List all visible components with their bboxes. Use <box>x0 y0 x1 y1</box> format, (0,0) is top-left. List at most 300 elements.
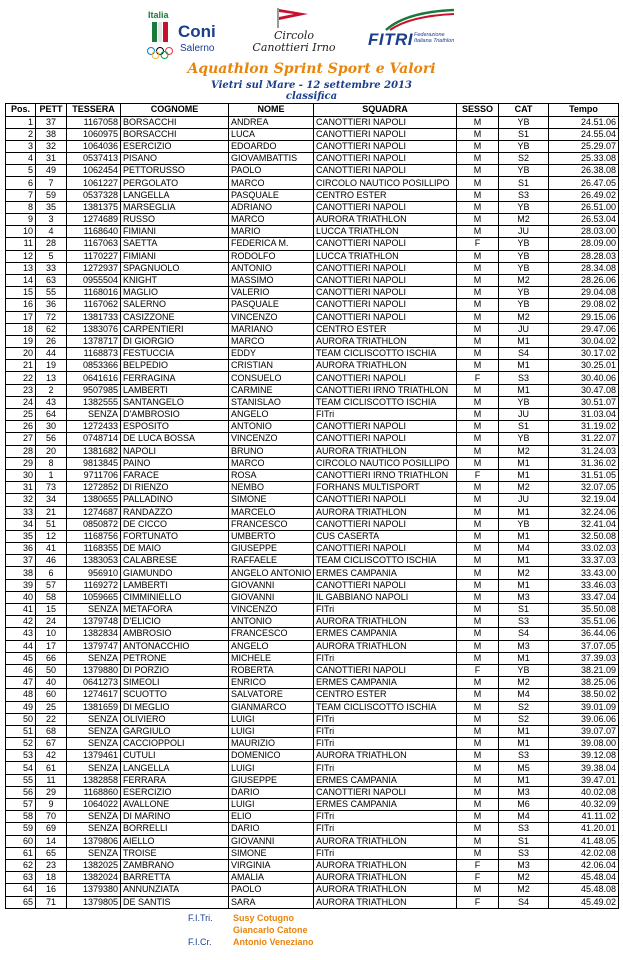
col-sesso: SESSO <box>457 104 499 117</box>
table-row <box>6 433 619 445</box>
cell-pett: 19 <box>36 360 67 372</box>
cell-pett: 12 <box>36 530 67 542</box>
cell-tempo: 45.48.08 <box>549 884 619 896</box>
cell-cognome: BARRETTA <box>121 872 229 884</box>
cell-squadra: CANOTTIERI NAPOLI <box>314 421 457 433</box>
cell-cat: M2 <box>499 567 549 579</box>
cell-sesso: M <box>457 750 499 762</box>
cell-pos: 24 <box>6 396 36 408</box>
cell-cognome: DI PORZIO <box>121 664 229 676</box>
cell-nome: SIMONE <box>229 847 314 859</box>
cell-pett: 35 <box>36 201 67 213</box>
cell-pos: 6 <box>6 177 36 189</box>
fitri-label: F.I.Tri. <box>188 913 213 923</box>
cell-tempo: 26.47.05 <box>549 177 619 189</box>
table-row <box>6 762 619 774</box>
cell-pett: 64 <box>36 409 67 421</box>
cell-cat: M4 <box>499 811 549 823</box>
cell-cognome: SALERNO <box>121 299 229 311</box>
cell-nome: UMBERTO <box>229 530 314 542</box>
cell-squadra: AURORA TRIATHLON <box>314 335 457 347</box>
cell-sesso: M <box>457 250 499 262</box>
cell-cognome: DI MARINO <box>121 811 229 823</box>
cell-cat: S3 <box>499 847 549 859</box>
cell-pos: 32 <box>6 494 36 506</box>
cell-pett: 8 <box>36 457 67 469</box>
cell-nome: EDDY <box>229 348 314 360</box>
cell-tempo: 33.43.00 <box>549 567 619 579</box>
table-row <box>6 506 619 518</box>
cell-pett: 43 <box>36 396 67 408</box>
cell-squadra: CANOTTIERI NAPOLI <box>314 518 457 530</box>
cell-pett: 55 <box>36 287 67 299</box>
cell-squadra: ERMES CAMPANIA <box>314 628 457 640</box>
cell-cognome: TROISE <box>121 847 229 859</box>
table-row <box>6 201 619 213</box>
table-row <box>6 238 619 250</box>
cell-pos: 10 <box>6 226 36 238</box>
cell-squadra: FITri <box>314 738 457 750</box>
cell-pos: 45 <box>6 652 36 664</box>
col-tessera: TESSERA <box>67 104 121 117</box>
cell-squadra: CANOTTIERI NAPOLI <box>314 116 457 128</box>
cell-cognome: KNIGHT <box>121 274 229 286</box>
cell-cat: M2 <box>499 482 549 494</box>
cell-tessera: 1168355 <box>67 543 121 555</box>
cell-tempo: 30.25.01 <box>549 360 619 372</box>
cell-cat: S1 <box>499 604 549 616</box>
ranking-label: classifica <box>285 91 338 102</box>
cell-tempo: 32.19.04 <box>549 494 619 506</box>
cell-pos: 18 <box>6 323 36 335</box>
cell-pos: 37 <box>6 555 36 567</box>
cell-pos: 11 <box>6 238 36 250</box>
cell-pett: 25 <box>36 701 67 713</box>
cell-cat: S3 <box>499 823 549 835</box>
cell-pos: 55 <box>6 774 36 786</box>
cell-tessera: 1379461 <box>67 750 121 762</box>
cell-nome: ELIO <box>229 811 314 823</box>
cell-squadra: AURORA TRIATHLON <box>314 640 457 652</box>
cell-pett: 29 <box>36 786 67 798</box>
table-row <box>6 604 619 616</box>
cell-cat: YB <box>499 262 549 274</box>
cell-sesso: M <box>457 214 499 226</box>
cell-tempo: 24.55.04 <box>549 128 619 140</box>
cell-sesso: M <box>457 153 499 165</box>
cell-cat: YB <box>499 140 549 152</box>
col-pos: Pos. <box>6 104 36 117</box>
cell-cognome: CALABRESE <box>121 555 229 567</box>
cell-tessera: 9507985 <box>67 384 121 396</box>
cell-pett: 57 <box>36 579 67 591</box>
cell-nome: GIOVAMBATTIS <box>229 153 314 165</box>
cell-tempo: 39.01.09 <box>549 701 619 713</box>
cell-tempo: 33.37.03 <box>549 555 619 567</box>
cell-tempo: 31.24.03 <box>549 445 619 457</box>
cell-tessera: 1274617 <box>67 689 121 701</box>
cell-pos: 28 <box>6 445 36 457</box>
circolo-text <box>244 30 344 54</box>
cell-tempo: 38.50.02 <box>549 689 619 701</box>
coni-country-text: Italia <box>148 10 169 20</box>
cell-cat: M1 <box>499 652 549 664</box>
cell-cat: S1 <box>499 177 549 189</box>
cell-pos: 39 <box>6 579 36 591</box>
cell-cognome: PALLADINO <box>121 494 229 506</box>
cell-tempo: 37.39.03 <box>549 652 619 664</box>
cell-squadra: CENTRO ESTER <box>314 323 457 335</box>
cell-cat: M1 <box>499 725 549 737</box>
cell-sesso: M <box>457 201 499 213</box>
pennant-flag-icon <box>274 6 314 30</box>
table-row <box>6 165 619 177</box>
cell-tessera: 0853366 <box>67 360 121 372</box>
cell-tempo: 41.48.05 <box>549 835 619 847</box>
swoosh-icon <box>366 8 456 32</box>
cell-sesso: M <box>457 262 499 274</box>
coni-logo <box>143 8 233 60</box>
cell-squadra: ERMES CAMPANIA <box>314 774 457 786</box>
cell-nome: ANGELO ANTONIO <box>229 567 314 579</box>
cell-nome: ANTONIO <box>229 262 314 274</box>
cell-cognome: BORRELLI <box>121 823 229 835</box>
table-row <box>6 835 619 847</box>
cell-sesso: M <box>457 128 499 140</box>
cell-nome: AMALIA <box>229 872 314 884</box>
cell-pett: 58 <box>36 591 67 603</box>
cell-squadra: CANOTTIERI NAPOLI <box>314 201 457 213</box>
cell-tessera: SENZA <box>67 811 121 823</box>
cell-cat: S3 <box>499 189 549 201</box>
table-header-row <box>6 104 619 117</box>
cell-nome: ANTONIO <box>229 616 314 628</box>
table-row <box>6 725 619 737</box>
cell-pos: 54 <box>6 762 36 774</box>
cell-nome: FRANCESCO <box>229 518 314 530</box>
cell-cat: S2 <box>499 713 549 725</box>
cell-pos: 34 <box>6 518 36 530</box>
cell-cat: S4 <box>499 896 549 908</box>
cell-cat: M1 <box>499 384 549 396</box>
cell-cognome: SIMEOLI <box>121 677 229 689</box>
cell-nome: ANGELO <box>229 640 314 652</box>
cell-nome: ROSA <box>229 469 314 481</box>
cell-pett: 44 <box>36 348 67 360</box>
cell-squadra: FITri <box>314 652 457 664</box>
table-row <box>6 299 619 311</box>
cell-cat: JU <box>499 494 549 506</box>
table-row <box>6 896 619 908</box>
cell-tempo: 28.34.08 <box>549 262 619 274</box>
cell-pos: 15 <box>6 287 36 299</box>
cell-cognome: ESPOSITO <box>121 421 229 433</box>
cell-pett: 9 <box>36 799 67 811</box>
cell-cognome: GIAMUNDO <box>121 567 229 579</box>
table-row <box>6 372 619 384</box>
cell-sesso: M <box>457 348 499 360</box>
cell-sesso: M <box>457 713 499 725</box>
cell-squadra: AURORA TRIATHLON <box>314 859 457 871</box>
cell-cat: M6 <box>499 799 549 811</box>
cell-nome: MARCELO <box>229 506 314 518</box>
cell-cat: YB <box>499 433 549 445</box>
page-footer <box>0 913 623 960</box>
cell-sesso: M <box>457 640 499 652</box>
table-row <box>6 457 619 469</box>
cell-tessera: SENZA <box>67 823 121 835</box>
cell-cognome: SPAGNUOLO <box>121 262 229 274</box>
cell-tessera: 1169272 <box>67 579 121 591</box>
cell-sesso: M <box>457 579 499 591</box>
cell-cognome: RANDAZZO <box>121 506 229 518</box>
cell-tessera: 0641273 <box>67 677 121 689</box>
table-row <box>6 567 619 579</box>
cell-pos: 26 <box>6 421 36 433</box>
cell-pett: 11 <box>36 774 67 786</box>
cell-tessera: 1168016 <box>67 287 121 299</box>
cell-cognome: METAFORA <box>121 604 229 616</box>
official-name-2: Giancarlo Catone <box>233 925 308 935</box>
cell-pos: 64 <box>6 884 36 896</box>
table-row <box>6 616 619 628</box>
cell-pos: 29 <box>6 457 36 469</box>
cell-sesso: M <box>457 299 499 311</box>
cell-pett: 46 <box>36 555 67 567</box>
cell-tessera: 0955504 <box>67 274 121 286</box>
cell-pos: 61 <box>6 847 36 859</box>
cell-cognome: SANTANGELO <box>121 396 229 408</box>
cell-nome: RAFFAELE <box>229 555 314 567</box>
table-row <box>6 311 619 323</box>
cell-pos: 5 <box>6 165 36 177</box>
cell-tessera: 1378717 <box>67 335 121 347</box>
cell-nome: MARCO <box>229 457 314 469</box>
cell-pett: 38 <box>36 128 67 140</box>
cell-pett: 36 <box>36 299 67 311</box>
cell-sesso: M <box>457 287 499 299</box>
cell-cognome: OLIVIERO <box>121 713 229 725</box>
cell-tessera: 1168860 <box>67 786 121 798</box>
cell-sesso: M <box>457 140 499 152</box>
col-tempo: Tempo <box>549 104 619 117</box>
table-row <box>6 128 619 140</box>
cell-cognome: DE LUCA BOSSA <box>121 433 229 445</box>
cell-nome: GIOVANNI <box>229 835 314 847</box>
table-row <box>6 664 619 676</box>
cell-cognome: DE CICCO <box>121 518 229 530</box>
cell-pos: 51 <box>6 725 36 737</box>
coni-flag-icon <box>150 20 170 44</box>
cell-tempo: 26.53.04 <box>549 214 619 226</box>
cell-cat: M4 <box>499 689 549 701</box>
table-row <box>6 153 619 165</box>
cell-cat: YB <box>499 287 549 299</box>
cell-pett: 5 <box>36 250 67 262</box>
table-row <box>6 811 619 823</box>
cell-pos: 7 <box>6 189 36 201</box>
table-row <box>6 140 619 152</box>
cell-pett: 40 <box>36 677 67 689</box>
cell-nome: LUIGI <box>229 762 314 774</box>
cell-cat: YB <box>499 518 549 530</box>
table-row <box>6 543 619 555</box>
cell-tessera: 1168873 <box>67 348 121 360</box>
cell-squadra: CANOTTIERI NAPOLI <box>314 153 457 165</box>
cell-cognome: GARGIULO <box>121 725 229 737</box>
cell-cognome: MAGLIO <box>121 287 229 299</box>
cell-pos: 41 <box>6 604 36 616</box>
cell-squadra: CANOTTIERI NAPOLI <box>314 274 457 286</box>
cell-sesso: M <box>457 799 499 811</box>
cell-cognome: LANGELLA <box>121 762 229 774</box>
fitri-logo <box>366 8 486 48</box>
table-row <box>6 469 619 481</box>
cell-pos: 20 <box>6 348 36 360</box>
page-header <box>0 0 623 100</box>
cell-cognome: ANTONACCHIO <box>121 640 229 652</box>
cell-nome: PASQUALE <box>229 299 314 311</box>
table-row <box>6 226 619 238</box>
cell-pett: 67 <box>36 738 67 750</box>
cell-cat: M1 <box>499 469 549 481</box>
cell-tempo: 29.47.06 <box>549 323 619 335</box>
table-row <box>6 872 619 884</box>
cell-squadra: CANOTTIERI NAPOLI <box>314 372 457 384</box>
cell-tessera: 1167063 <box>67 238 121 250</box>
table-row <box>6 384 619 396</box>
cell-nome: PAOLO <box>229 884 314 896</box>
cell-tempo: 39.47.01 <box>549 774 619 786</box>
cell-tempo: 41.20.01 <box>549 823 619 835</box>
cell-tempo: 33.46.03 <box>549 579 619 591</box>
cell-cognome: RUSSO <box>121 214 229 226</box>
cell-squadra: CIRCOLO NAUTICO POSILLIPO <box>314 457 457 469</box>
cell-squadra: CANOTTIERI NAPOLI <box>314 786 457 798</box>
cell-pos: 44 <box>6 640 36 652</box>
cell-nome: LUIGI <box>229 713 314 725</box>
cell-squadra: CANOTTIERI NAPOLI <box>314 664 457 676</box>
cell-pett: 14 <box>36 835 67 847</box>
cell-squadra: CANOTTIERI NAPOLI <box>314 579 457 591</box>
cell-sesso: M <box>457 323 499 335</box>
cell-tessera: 1383076 <box>67 323 121 335</box>
cell-cognome: LANGELLA <box>121 189 229 201</box>
cell-cognome: PAINO <box>121 457 229 469</box>
cell-tempo: 29.08.02 <box>549 299 619 311</box>
cell-squadra: CANOTTIERI NAPOLI <box>314 140 457 152</box>
cell-squadra: LUCCA TRIATHLON <box>314 226 457 238</box>
table-row <box>6 689 619 701</box>
cell-cognome: BELPEDIO <box>121 360 229 372</box>
cell-pos: 30 <box>6 469 36 481</box>
cell-squadra: IL GABBIANO NAPOLI <box>314 591 457 603</box>
cell-cognome: DI GIORGIO <box>121 335 229 347</box>
cell-tessera: 956910 <box>67 567 121 579</box>
col-nome: NOME <box>229 104 314 117</box>
cell-cat: S4 <box>499 348 549 360</box>
cell-tempo: 33.02.03 <box>549 543 619 555</box>
cell-pos: 58 <box>6 811 36 823</box>
cell-sesso: M <box>457 786 499 798</box>
cell-sesso: M <box>457 165 499 177</box>
cell-pos: 49 <box>6 701 36 713</box>
table-row <box>6 884 619 896</box>
cell-cat: M1 <box>499 506 549 518</box>
cell-cognome: CARPENTIERI <box>121 323 229 335</box>
cell-tessera: 1381659 <box>67 701 121 713</box>
cell-sesso: M <box>457 847 499 859</box>
cell-pos: 12 <box>6 250 36 262</box>
table-row <box>6 421 619 433</box>
cell-cat: S1 <box>499 835 549 847</box>
cell-tessera: 1379747 <box>67 640 121 652</box>
cell-tessera: SENZA <box>67 713 121 725</box>
cell-squadra: CANOTTIERI NAPOLI <box>314 433 457 445</box>
cell-tempo: 35.50.08 <box>549 604 619 616</box>
cell-squadra: CANOTTIERI NAPOLI <box>314 299 457 311</box>
cell-tempo: 28.26.06 <box>549 274 619 286</box>
cell-pos: 52 <box>6 738 36 750</box>
cell-pett: 1 <box>36 469 67 481</box>
cell-pos: 43 <box>6 628 36 640</box>
table-row <box>6 189 619 201</box>
cell-tempo: 31.03.04 <box>549 409 619 421</box>
cell-cat: M3 <box>499 640 549 652</box>
cell-cognome: PETTORUSSO <box>121 165 229 177</box>
cell-squadra: AURORA TRIATHLON <box>314 445 457 457</box>
cell-nome: MAURIZIO <box>229 738 314 750</box>
cell-pos: 48 <box>6 689 36 701</box>
cell-pett: 3 <box>36 214 67 226</box>
cell-tessera: 9813845 <box>67 457 121 469</box>
cell-nome: NEMBO <box>229 482 314 494</box>
cell-tessera: 0641616 <box>67 372 121 384</box>
cell-sesso: M <box>457 384 499 396</box>
cell-sesso: M <box>457 482 499 494</box>
cell-cat: YB <box>499 299 549 311</box>
table-row <box>6 287 619 299</box>
cell-pett: 56 <box>36 433 67 445</box>
cell-squadra: CANOTTIERI NAPOLI <box>314 494 457 506</box>
cell-sesso: F <box>457 872 499 884</box>
cell-tempo: 26.38.08 <box>549 165 619 177</box>
cell-pett: 20 <box>36 445 67 457</box>
cell-pos: 47 <box>6 677 36 689</box>
cell-squadra: ERMES CAMPANIA <box>314 799 457 811</box>
cell-cognome: NAPOLI <box>121 445 229 457</box>
cell-cat: YB <box>499 664 549 676</box>
cell-cognome: AVALLONE <box>121 799 229 811</box>
fitri-sub-text <box>414 32 454 44</box>
table-row <box>6 177 619 189</box>
cell-cat: S3 <box>499 372 549 384</box>
cell-tessera: 1379805 <box>67 896 121 908</box>
cell-tessera: SENZA <box>67 847 121 859</box>
cell-sesso: M <box>457 189 499 201</box>
cell-pett: 34 <box>36 494 67 506</box>
cell-pos: 40 <box>6 591 36 603</box>
cell-squadra: FITri <box>314 823 457 835</box>
cell-cat: M1 <box>499 335 549 347</box>
cell-pett: 59 <box>36 189 67 201</box>
cell-nome: ADRIANO <box>229 201 314 213</box>
cell-sesso: M <box>457 530 499 542</box>
cell-cat: S3 <box>499 616 549 628</box>
cell-nome: VINCENZO <box>229 433 314 445</box>
cell-tempo: 25.29.07 <box>549 140 619 152</box>
cell-squadra: FITri <box>314 713 457 725</box>
